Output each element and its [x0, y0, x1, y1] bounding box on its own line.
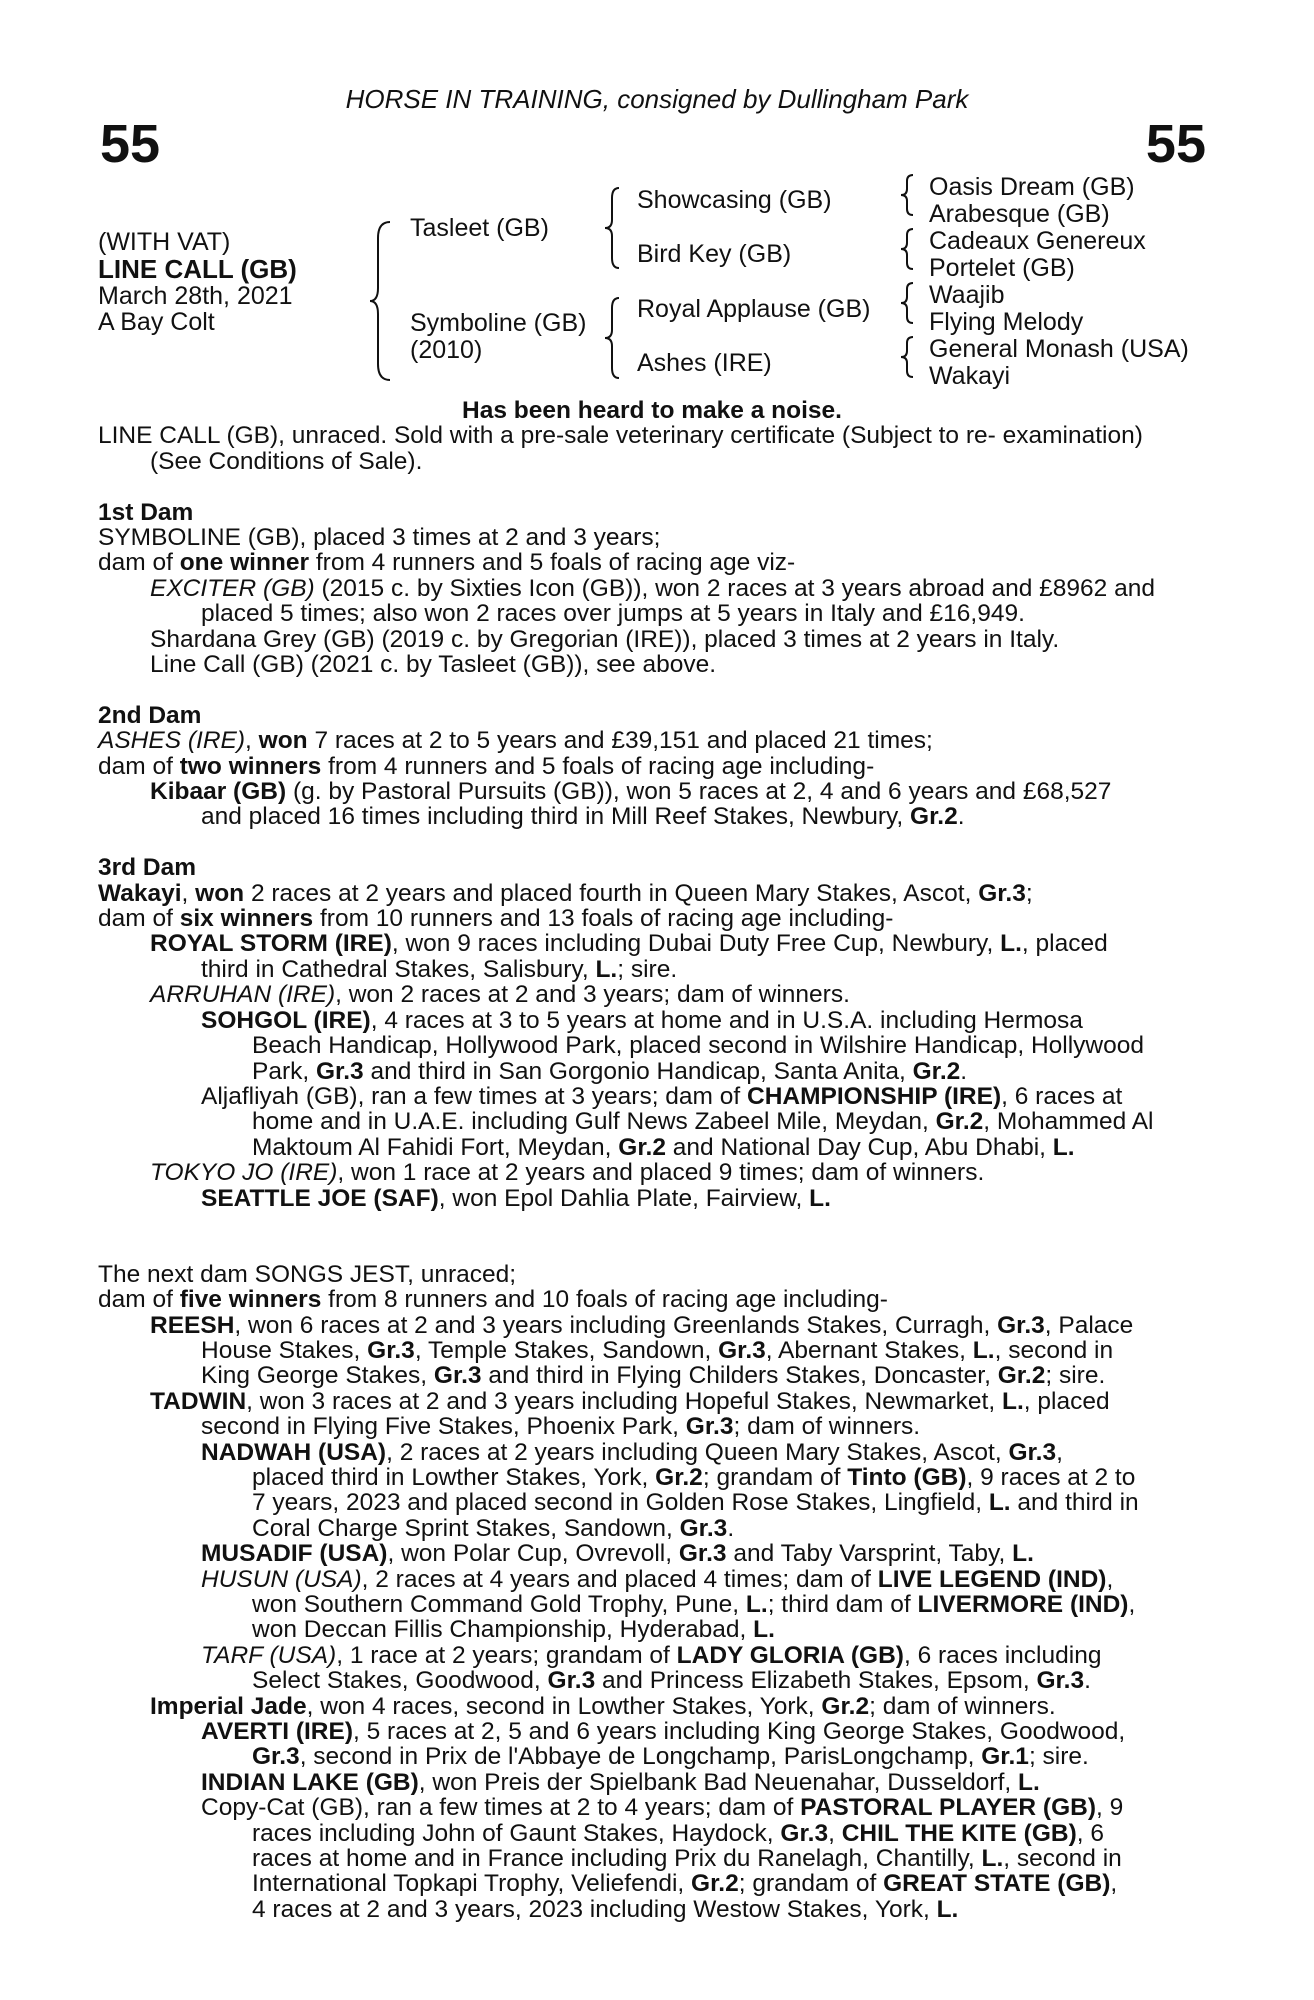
pedigree-dam-sire: Royal Applause (GB): [637, 295, 871, 323]
produce-royal-storm: ROYAL STORM (IRE), won 9 races including Dubai Duty Free Cup, Newbury, L., placed: [150, 930, 1108, 958]
produce-nadwah-cont-2: 7 years, 2023 and placed second in Golden Rose Stakes, Lingfield, L. and third in: [252, 1489, 1139, 1517]
produce-copy-cat-cont-3: International Topkapi Trophy, Veliefendi, Gr.2; grandam of GREAT STATE (GB),: [252, 1870, 1118, 1898]
intro-line-1: LINE CALL (GB), unraced. Sold with a pre-sale veterinary certificate (Subject to re- examination): [98, 422, 1143, 450]
lot-number-left: 55: [100, 114, 161, 174]
produce-copy-cat-cont-4: 4 races at 2 and 3 years, 2023 including Westow Stakes, York, L.: [252, 1895, 959, 1923]
produce-musadif: MUSADIF (USA), won Polar Cup, Ovrevoll, Gr.3 and Taby Varsprint, Taby, L.: [201, 1540, 1034, 1568]
horse-dob: March 28th, 2021: [98, 282, 293, 310]
produce-royal-storm-cont: third in Cathedral Stakes, Salisbury, L.; sire.: [201, 955, 678, 983]
produce-shardana-grey: Shardana Grey (GB) (2019 c. by Gregorian (IRE)), placed 3 times at 2 years in Italy.: [150, 625, 1060, 653]
produce-copy-cat-cont-1: races including John of Gaunt Stakes, Haydock, Gr.3, CHIL THE KITE (GB), 6: [252, 1819, 1104, 1847]
pedigree-ssd: Arabesque (GB): [929, 200, 1110, 228]
pedigree-dam-dam: Ashes (IRE): [637, 349, 772, 377]
produce-tadwin-cont: second in Flying Five Stakes, Phoenix Park, Gr.3; dam of winners.: [201, 1413, 921, 1441]
second-dam-produce-line: dam of two winners from 4 runners and 5 foals of racing age including-: [98, 752, 875, 780]
pedigree-brace-sd: [899, 227, 919, 271]
pedigree-dsd: Flying Melody: [929, 308, 1084, 336]
lot-number-right: 55: [1145, 114, 1206, 174]
second-dam-heading: 2nd Dam: [98, 701, 202, 729]
produce-nadwah-cont-1: placed third in Lowther Stakes, York, Gr.2; grandam of Tinto (GB), 9 races at 2 to: [252, 1463, 1136, 1491]
produce-kibaar-cont: and placed 16 times including third in Mill Reef Stakes, Newbury, Gr.2.: [201, 803, 965, 831]
pedigree-sire-sire: Showcasing (GB): [637, 186, 832, 214]
produce-reesh: REESH, won 6 races at 2 and 3 years including Greenlands Stakes, Curragh, Gr.3, Palace: [150, 1311, 1134, 1339]
pedigree-brace-ds: [899, 281, 919, 325]
produce-husun-cont-1: won Southern Command Gold Trophy, Pune, L.; third dam of LIVERMORE (IND),: [252, 1591, 1136, 1619]
produce-reesh-cont-1: House Stakes, Gr.3, Temple Stakes, Sandown, Gr.3, Abernant Stakes, L., second in: [201, 1336, 1114, 1364]
first-dam-produce-line: dam of one winner from 4 runners and 5 foals of racing age viz-: [98, 549, 796, 577]
produce-line-call: Line Call (GB) (2021 c. by Tasleet (GB)), see above.: [150, 651, 717, 679]
pedigree-dam: Symboline (GB): [410, 309, 587, 337]
produce-imperial-jade: Imperial Jade, won 4 races, second in Lowther Stakes, York, Gr.2; dam of winners.: [150, 1692, 1056, 1720]
produce-aljafliyah-cont-2: Maktoum Al Fahidi Fort, Meydan, Gr.2 and National Day Cup, Abu Dhabi, L.: [252, 1133, 1075, 1161]
produce-averti-cont: Gr.3, second in Prix de l'Abbaye de Longchamp, ParisLongchamp, Gr.1; sire.: [252, 1743, 1089, 1771]
third-dam-produce-line: dam of six winners from 10 runners and 13 foals of racing age including-: [98, 905, 894, 933]
produce-sohgol: SOHGOL (IRE), 4 races at 3 to 5 years at home and in U.S.A. including Hermosa: [201, 1006, 1083, 1034]
pedigree-sire-dam: Bird Key (GB): [637, 240, 792, 268]
produce-husun: HUSUN (USA), 2 races at 4 years and placed 4 times; dam of LIVE LEGEND (IND),: [201, 1565, 1114, 1593]
produce-aljafliyah-cont-1: home and in U.A.E. including Gulf News Zabeel Mile, Meydan, Gr.2, Mohammed Al: [252, 1108, 1154, 1136]
produce-exciter-cont: placed 5 times; also won 2 races over jumps at 5 years in Italy and £16,949.: [201, 600, 1025, 628]
produce-sohgol-cont-2: Park, Gr.3 and third in San Gorgonio Handicap, Santa Anita, Gr.2.: [252, 1057, 968, 1085]
produce-exciter: EXCITER (GB) (2015 c. by Sixties Icon (GB)), won 2 races at 3 years abroad and £8962 and: [150, 574, 1155, 602]
pedigree-brace-dam: [603, 296, 625, 380]
produce-aljafliyah: Aljafliyah (GB), ran a few times at 3 years; dam of CHAMPIONSHIP (IRE), 6 races at: [201, 1082, 1123, 1110]
pedigree-sss: Oasis Dream (GB): [929, 173, 1135, 201]
pedigree-sdd: Portelet (GB): [929, 254, 1075, 282]
next-dam-line: The next dam SONGS JEST, unraced;: [98, 1260, 517, 1288]
pedigree-brace-dd: [899, 335, 919, 379]
produce-arruhan: ARRUHAN (IRE), won 2 races at 2 and 3 years; dam of winners.: [150, 981, 850, 1009]
pedigree-dam-year: (2010): [410, 336, 483, 364]
produce-tadwin: TADWIN, won 3 races at 2 and 3 years including Hopeful Stakes, Newmarket, L., placed: [150, 1387, 1110, 1415]
third-dam-heading: 3rd Dam: [98, 854, 197, 882]
pedigree-sire: Tasleet (GB): [410, 214, 549, 242]
produce-seattle-joe: SEATTLE JOE (SAF), won Epol Dahlia Plate, Fairview, L.: [201, 1184, 831, 1212]
produce-nadwah-cont-3: Coral Charge Sprint Stakes, Sandown, Gr.3.: [252, 1514, 735, 1542]
produce-tokyo-jo: TOKYO JO (IRE), won 1 race at 2 years and placed 9 times; dam of winners.: [150, 1159, 985, 1187]
catalogue-body: [98, 398, 1206, 1922]
produce-copy-cat-cont-2: races at home and in France including Prix du Ranelagh, Chantilly, L., second in: [252, 1845, 1122, 1873]
produce-kibaar: Kibaar (GB) (g. by Pastoral Pursuits (GB)), won 5 races at 2, 4 and 6 years and £68,527: [150, 778, 1112, 806]
pedigree-sds: Cadeaux Genereux: [929, 227, 1146, 255]
first-dam-heading: 1st Dam: [98, 498, 194, 526]
intro-line-2: (See Conditions of Sale).: [150, 447, 423, 475]
noise-notice: Has been heard to make a noise.: [462, 397, 842, 424]
produce-nadwah: NADWAH (USA), 2 races at 2 years including Queen Mary Stakes, Ascot, Gr.3,: [201, 1438, 1063, 1466]
page-header: HORSE IN TRAINING, consigned by Dullingham Park: [345, 84, 969, 114]
horse-name: LINE CALL (GB): [98, 254, 297, 284]
produce-indian-lake: INDIAN LAKE (GB), won Preis der Spielbank Bad Neuenahar, Dusseldorf, L.: [201, 1768, 1040, 1796]
pedigree-ddd: Wakayi: [929, 362, 1011, 390]
produce-tarf-cont: Select Stakes, Goodwood, Gr.3 and Princess Elizabeth Stakes, Epsom, Gr.3.: [252, 1667, 1091, 1695]
pedigree-dss: Waajib: [929, 281, 1005, 309]
produce-husun-cont-2: won Deccan Fillis Championship, Hyderabad, L.: [252, 1616, 775, 1644]
produce-tarf: TARF (USA), 1 race at 2 years; grandam of LADY GLORIA (GB), 6 races including: [201, 1641, 1102, 1669]
produce-averti: AVERTI (IRE), 5 races at 2, 5 and 6 years including King George Stakes, Goodwood,: [201, 1718, 1126, 1746]
second-dam-line: ASHES (IRE), won 7 races at 2 to 5 years and £39,151 and placed 21 times;: [98, 727, 933, 755]
produce-reesh-cont-2: King George Stakes, Gr.3 and third in Flying Childers Stakes, Doncaster, Gr.2; sire.: [201, 1362, 1106, 1390]
pedigree-brace-main: [368, 220, 398, 382]
third-dam-line: Wakayi, won 2 races at 2 years and placed fourth in Queen Mary Stakes, Ascot, Gr.3;: [98, 879, 1033, 907]
pedigree-dds: General Monash (USA): [929, 335, 1189, 363]
produce-copy-cat: Copy-Cat (GB), ran a few times at 2 to 4 years; dam of PASTORAL PLAYER (GB), 9: [201, 1794, 1124, 1822]
next-dam-produce-line: dam of five winners from 8 runners and 10 foals of racing age including-: [98, 1286, 888, 1314]
horse-description: A Bay Colt: [98, 308, 215, 336]
pedigree-brace-sire: [603, 186, 625, 270]
pedigree-brace-ss: [899, 173, 919, 217]
vat-note: (WITH VAT): [98, 228, 231, 256]
first-dam-line: SYMBOLINE (GB), placed 3 times at 2 and 3 years;: [98, 524, 661, 552]
produce-sohgol-cont-1: Beach Handicap, Hollywood Park, placed second in Wilshire Handicap, Hollywood: [252, 1032, 1144, 1060]
